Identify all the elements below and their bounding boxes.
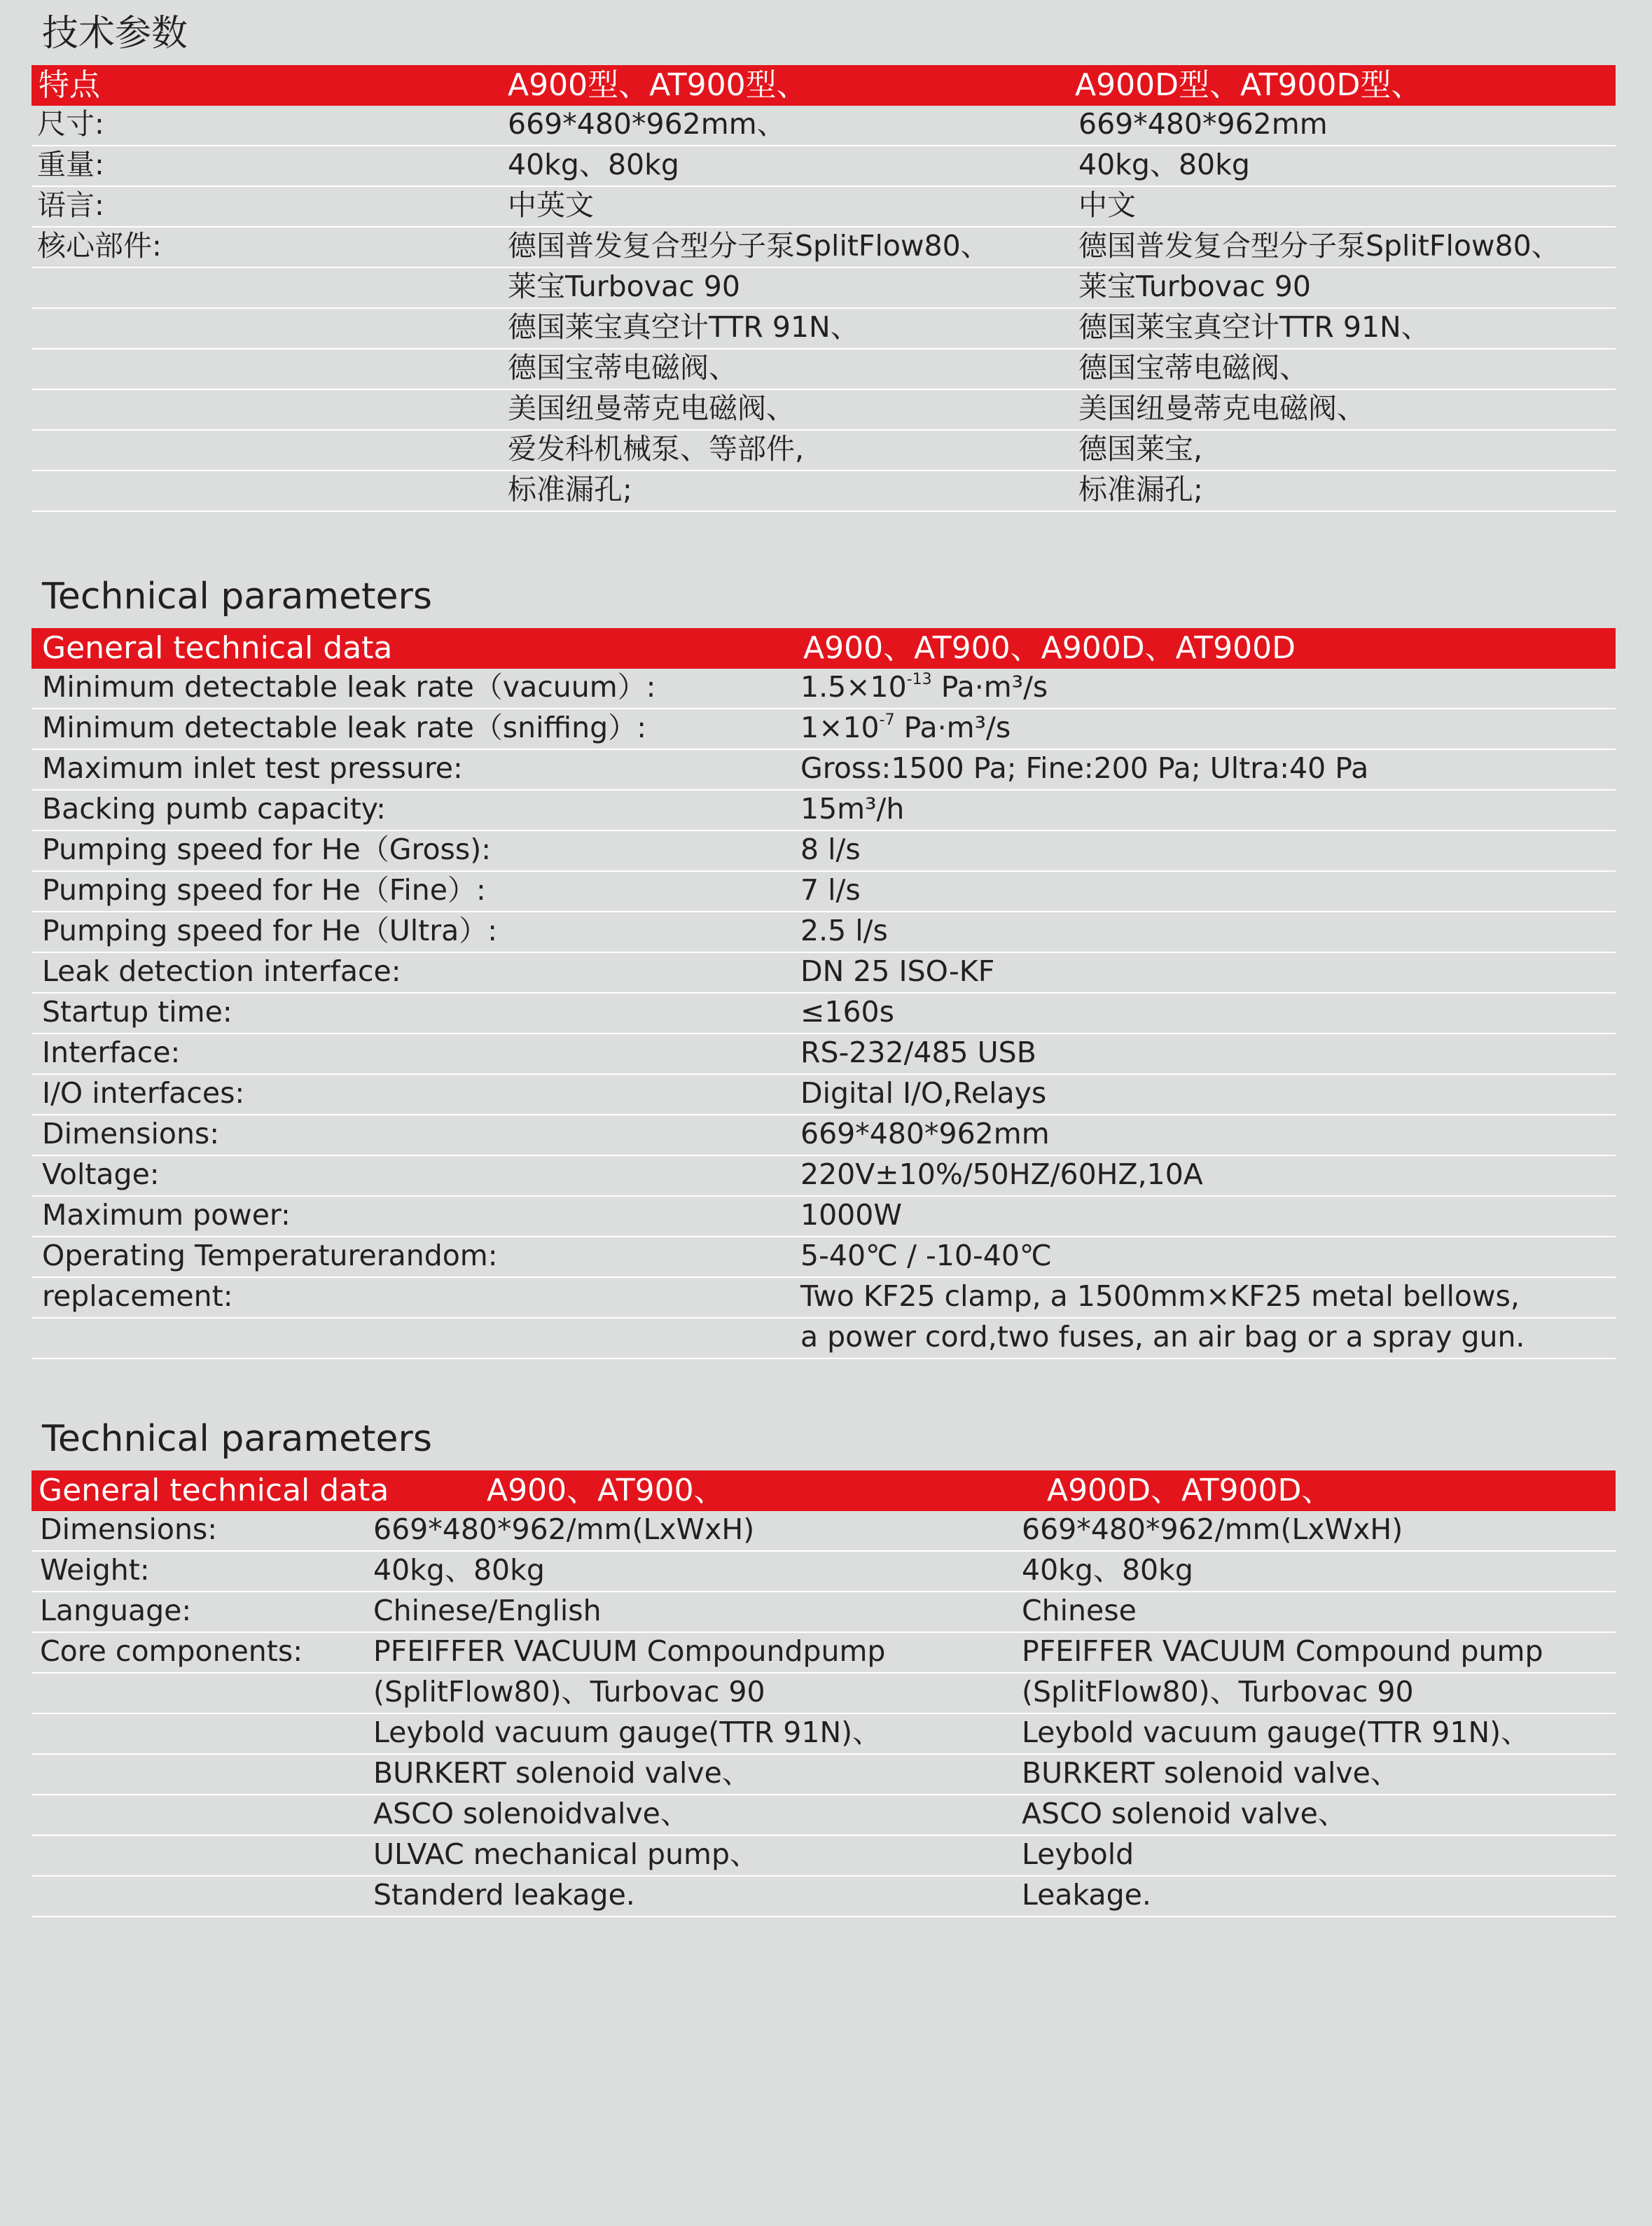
row-value-b: 德国普发复合型分子泵SplitFlow80、 bbox=[1078, 229, 1560, 263]
cn-header-feature: 特点 bbox=[39, 67, 100, 103]
row-value-a: 美国纽曼蒂克电磁阀、 bbox=[508, 391, 795, 425]
row-value: Two KF25 clamp, a 1500mm×KF25 metal bellows, bbox=[800, 1279, 1520, 1313]
table-row bbox=[32, 1674, 1616, 1714]
en2-header-label: General technical data bbox=[39, 1473, 389, 1508]
table-row bbox=[32, 1714, 1616, 1755]
table-row bbox=[32, 390, 1616, 431]
row-value-b: Leybold vacuum gauge(TTR 91N)、 bbox=[1022, 1716, 1530, 1749]
row-value: ≤160s bbox=[800, 995, 894, 1029]
row-value-a: 669*480*962/mm(LxWxH) bbox=[373, 1512, 755, 1546]
table-row bbox=[32, 1319, 1616, 1359]
table-row bbox=[32, 349, 1616, 390]
table-row bbox=[32, 471, 1616, 512]
table-row bbox=[32, 1592, 1616, 1633]
en2-header-model-a: A900、AT900、 bbox=[487, 1473, 725, 1508]
row-value: DN 25 ISO-KF bbox=[800, 954, 995, 988]
row-label: 语言: bbox=[37, 188, 104, 222]
table-row bbox=[32, 1075, 1616, 1115]
row-value: 220V±10%/50HZ/60HZ,10A bbox=[800, 1157, 1203, 1191]
table-row bbox=[32, 872, 1616, 912]
en1-header-models: A900、AT900、A900D、AT900D bbox=[803, 630, 1296, 666]
table-row bbox=[32, 791, 1616, 831]
value-unit: Pa·m³/s bbox=[931, 670, 1048, 704]
value-exponent: -13 bbox=[906, 671, 932, 688]
row-label: Minimum detectable leak rate（sniffing）: bbox=[42, 711, 647, 744]
row-value-b: Leakage. bbox=[1022, 1878, 1151, 1912]
table-row bbox=[32, 669, 1616, 709]
en2-spec-table bbox=[32, 1470, 1616, 1917]
table-row bbox=[32, 106, 1616, 146]
table-row bbox=[32, 1877, 1616, 1917]
table-row bbox=[32, 831, 1616, 872]
row-value-b: ASCO solenoid valve、 bbox=[1022, 1797, 1347, 1830]
en2-table-header bbox=[32, 1470, 1616, 1511]
table-row bbox=[32, 1755, 1616, 1795]
row-label: Startup time: bbox=[42, 995, 232, 1029]
row-value-b: Leybold bbox=[1022, 1837, 1134, 1871]
row-label: 核心部件: bbox=[37, 229, 162, 263]
row-label: Voltage: bbox=[42, 1157, 160, 1191]
row-value: 15m³/h bbox=[800, 792, 905, 826]
row-value-b: 德国宝蒂电磁阀、 bbox=[1078, 351, 1308, 384]
row-value bbox=[800, 708, 1011, 747]
row-value-a: 爱发科机械泵、等部件, bbox=[508, 432, 805, 466]
row-label: 尺寸: bbox=[37, 107, 104, 141]
row-value-b: 669*480*962/mm(LxWxH) bbox=[1022, 1512, 1403, 1546]
table-row bbox=[32, 953, 1616, 994]
row-label: Maximum power: bbox=[42, 1198, 291, 1232]
row-value-a: ULVAC mechanical pump、 bbox=[373, 1837, 759, 1871]
row-value-b: BURKERT solenoid valve、 bbox=[1022, 1756, 1399, 1790]
en2-title: Technical parameters bbox=[42, 1418, 432, 1460]
row-label: replacement: bbox=[42, 1279, 233, 1313]
row-value-a: (SplitFlow80)、Turbovac 90 bbox=[373, 1675, 765, 1709]
cn-spec-table bbox=[32, 65, 1616, 512]
value-unit: Pa·m³/s bbox=[894, 711, 1011, 744]
table-row bbox=[32, 994, 1616, 1034]
table-row bbox=[32, 1197, 1616, 1237]
row-value-a: Leybold vacuum gauge(TTR 91N)、 bbox=[373, 1716, 882, 1749]
row-label: Backing pumb capacity: bbox=[42, 792, 386, 826]
row-value-a: BURKERT solenoid valve、 bbox=[373, 1756, 751, 1790]
row-value-b: 标准漏孔; bbox=[1078, 473, 1203, 506]
table-row bbox=[32, 309, 1616, 349]
row-value-b: 40kg、80kg bbox=[1078, 148, 1250, 181]
en1-title: Technical parameters bbox=[42, 576, 432, 618]
table-row bbox=[32, 709, 1616, 750]
row-value-a: 德国宝蒂电磁阀、 bbox=[508, 351, 737, 384]
row-value: Gross:1500 Pa; Fine:200 Pa; Ultra:40 Pa bbox=[800, 751, 1369, 785]
row-value-a: 标准漏孔; bbox=[508, 473, 632, 506]
row-value-b: Chinese bbox=[1022, 1594, 1137, 1627]
row-label: Weight: bbox=[40, 1553, 150, 1587]
cn-header-model-a: A900型、AT900型、 bbox=[508, 67, 807, 103]
table-row bbox=[32, 1633, 1616, 1674]
row-value-b: 莱宝Turbovac 90 bbox=[1078, 270, 1311, 303]
row-value-a: 中英文 bbox=[508, 188, 594, 222]
row-value-b: PFEIFFER VACUUM Compound pump bbox=[1022, 1634, 1543, 1668]
table-row bbox=[32, 1511, 1616, 1552]
row-value-a: 莱宝Turbovac 90 bbox=[508, 270, 740, 303]
row-value: 669*480*962mm bbox=[800, 1117, 1050, 1150]
row-value-a: 40kg、80kg bbox=[508, 148, 679, 181]
row-value-b: 中文 bbox=[1078, 188, 1136, 222]
row-label: Dimensions: bbox=[40, 1512, 218, 1546]
table-row bbox=[32, 1237, 1616, 1278]
table-row bbox=[32, 146, 1616, 187]
row-value: Digital I/O,Relays bbox=[800, 1076, 1047, 1110]
row-value-b: 美国纽曼蒂克电磁阀、 bbox=[1078, 391, 1366, 425]
table-row bbox=[32, 1034, 1616, 1075]
table-row bbox=[32, 431, 1616, 471]
row-label: Interface: bbox=[42, 1036, 181, 1069]
value-base: 1.5×10 bbox=[800, 670, 907, 704]
row-label: Pumping speed for He（Gross): bbox=[42, 833, 492, 866]
row-value: a power cord,two fuses, an air bag or a spray gun. bbox=[800, 1320, 1525, 1354]
table-row bbox=[32, 1115, 1616, 1156]
row-value: 8 l/s bbox=[800, 833, 861, 866]
cn-header-model-b: A900D型、AT900D型、 bbox=[1075, 67, 1422, 103]
row-value: 1000W bbox=[800, 1198, 902, 1232]
en1-header-label: General technical data bbox=[42, 630, 393, 666]
row-label: Pumping speed for He（Fine）: bbox=[42, 873, 486, 907]
table-row bbox=[32, 1552, 1616, 1592]
row-label: Operating Temperaturerandom: bbox=[42, 1239, 498, 1272]
table-row bbox=[32, 187, 1616, 228]
row-label: Minimum detectable leak rate（vacuum）: bbox=[42, 670, 656, 704]
table-row bbox=[32, 912, 1616, 953]
row-value-a: ASCO solenoidvalve、 bbox=[373, 1797, 689, 1830]
row-value-b: 德国莱宝, bbox=[1078, 432, 1203, 466]
en2-header-model-b: A900D、AT900D、 bbox=[1047, 1473, 1333, 1508]
row-label: I/O interfaces: bbox=[42, 1076, 245, 1110]
cn-table-header bbox=[32, 65, 1616, 106]
row-value: RS-232/485 USB bbox=[800, 1036, 1036, 1069]
table-row bbox=[32, 1156, 1616, 1197]
row-value: 5-40℃ / -10-40℃ bbox=[800, 1239, 1052, 1272]
row-value-a: 德国普发复合型分子泵SplitFlow80、 bbox=[508, 229, 990, 263]
row-value-b: 德国莱宝真空计TTR 91N、 bbox=[1078, 310, 1430, 344]
row-value-a: 德国莱宝真空计TTR 91N、 bbox=[508, 310, 859, 344]
table-row bbox=[32, 1795, 1616, 1836]
row-value: 7 l/s bbox=[800, 873, 861, 907]
table-row bbox=[32, 1836, 1616, 1877]
row-value-a: PFEIFFER VACUUM Compoundpump bbox=[373, 1634, 886, 1668]
cn-title: 技术参数 bbox=[42, 13, 188, 55]
row-label: Dimensions: bbox=[42, 1117, 220, 1150]
en1-spec-table bbox=[32, 628, 1616, 1359]
row-value bbox=[800, 667, 1048, 707]
row-label: Maximum inlet test pressure: bbox=[42, 751, 463, 785]
table-row bbox=[32, 268, 1616, 309]
row-value-b: 40kg、80kg bbox=[1022, 1553, 1193, 1587]
row-label: Leak detection interface: bbox=[42, 954, 401, 988]
row-value-a: 40kg、80kg bbox=[373, 1553, 545, 1587]
value-base: 1×10 bbox=[800, 711, 880, 744]
table-row bbox=[32, 1278, 1616, 1319]
row-label: Core components: bbox=[40, 1634, 303, 1668]
row-value-b: (SplitFlow80)、Turbovac 90 bbox=[1022, 1675, 1414, 1709]
row-label: 重量: bbox=[37, 148, 104, 181]
row-value-a: Standerd leakage. bbox=[373, 1878, 635, 1912]
row-label: Pumping speed for He（Ultra）: bbox=[42, 914, 498, 947]
en1-table-header bbox=[32, 628, 1616, 669]
table-row bbox=[32, 228, 1616, 268]
row-value: 2.5 l/s bbox=[800, 914, 888, 947]
table-row bbox=[32, 750, 1616, 791]
row-label: Language: bbox=[40, 1594, 192, 1627]
row-value-a: Chinese/English bbox=[373, 1594, 602, 1627]
row-value-a: 669*480*962mm、 bbox=[508, 107, 786, 141]
row-value-b: 669*480*962mm bbox=[1078, 107, 1328, 141]
value-exponent: -7 bbox=[879, 711, 895, 729]
